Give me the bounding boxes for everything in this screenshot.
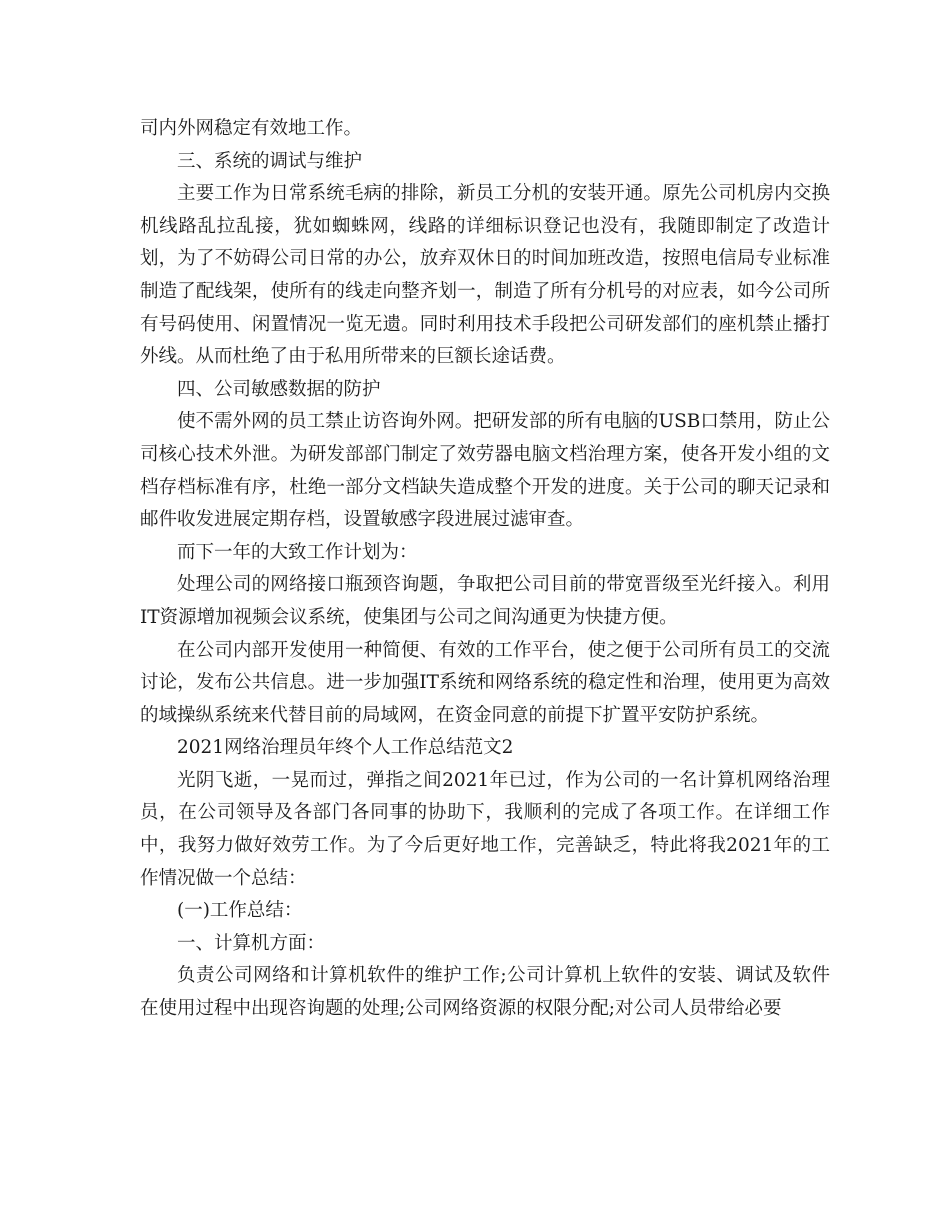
section-heading: 一、计算机方面：	[177, 932, 326, 954]
section-heading: 四、公司敏感数据的防护	[177, 378, 381, 400]
paragraph: 使不需外网的员工禁止访咨询外网。把研发部的所有电脑的USB口禁用，防止公司核心技术外泄。为研发部部门制定了效劳器电脑文档治理方案，使各开发小组的文档存档标准有序，杜绝一部分文档缺失造成整个开发的进度。关于公司的聊天记录和邮件收发进展定期存档，设置敏感字段进展过滤审查。	[140, 411, 830, 531]
article-title: 2021网络治理员年终个人工作总结范文2	[177, 737, 514, 759]
section-heading: (一)工作总结：	[177, 900, 303, 922]
paragraph: 司内外网稳定有效地工作。	[140, 118, 363, 139]
document-body	[140, 113, 830, 1026]
paragraph: 而下一年的大致工作计划为：	[177, 541, 418, 563]
paragraph: 负责公司网络和计算机软件的维护工作;公司计算机上软件的安装、调试及软件在使用过程中出现咨询题的处理;公司网络资源的权限分配;对公司人员带给必要	[140, 965, 830, 1020]
paragraph: 在公司内部开发使用一种简便、有效的工作平台，使之便于公司所有员工的交流讨论，发布公共信息。进一步加强IT系统和网络系统的稳定性和治理，使用更为高效的域操纵系统来代替目前的局域网，在资金同意的前提下扩置平安防护系统。	[140, 639, 830, 726]
section-heading: 三、系统的调试与维护	[177, 150, 363, 172]
paragraph: 光阴飞逝，一晃而过，弹指之间2021年已过，作为公司的一名计算机网络治理员，在公司领导及各部门各同事的协助下，我顺利的完成了各项工作。在详细工作中，我努力做好效劳工作。为了今后更好地工作，完善缺乏，特此将我2021年的工作情况做一个总结：	[140, 769, 830, 889]
paragraph: 处理公司的网络接口瓶颈咨询题，争取把公司目前的带宽晋级至光纤接入。利用IT资源增加视频会议系统，使集团与公司之间沟通更为快捷方便。	[140, 574, 830, 628]
paragraph: 主要工作为日常系统毛病的排除，新员工分机的安装开通。原先公司机房内交换机线路乱拉乱接，犹如蜘蛛网，线路的详细标识登记也没有，我随即制定了改造计划，为了不妨碍公司日常的办公，放弃双休日的时间加班改造，按照电信局专业标准制造了配线架，使所有的线走向整齐划一，制造了所有分机号的对应表，如今公司所有号码使用、闲置情况一览无遗。同时利用技术手段把公司研发部们的座机禁止播打外线。从而杜绝了由于私用所带来的巨额长途话费。	[140, 183, 830, 368]
